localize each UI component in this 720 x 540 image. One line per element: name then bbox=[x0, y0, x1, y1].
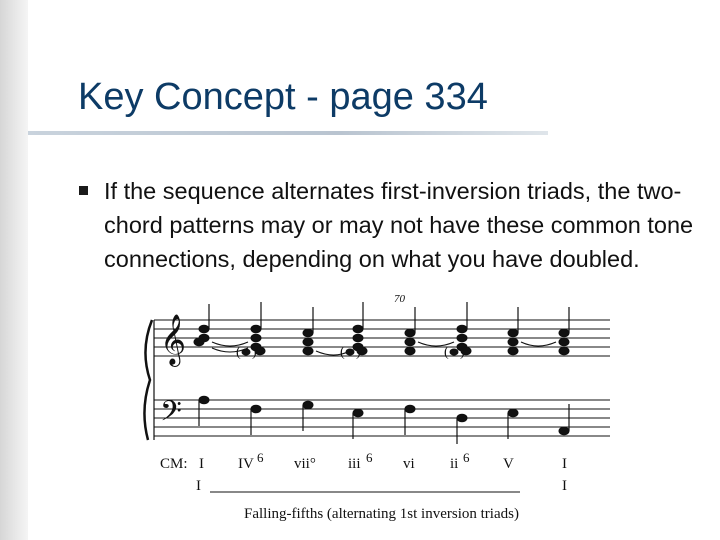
figured-bass: 6 bbox=[366, 450, 373, 465]
svg-text:(: ( bbox=[444, 345, 449, 360]
svg-text:(: ( bbox=[236, 345, 241, 360]
svg-text:(: ( bbox=[340, 345, 345, 360]
roman-numeral: vii° bbox=[294, 456, 316, 472]
bass-note bbox=[199, 396, 209, 426]
roman-numeral: ii bbox=[450, 456, 459, 472]
figured-bass: 6 bbox=[257, 450, 264, 465]
staff-brace bbox=[144, 320, 152, 440]
treble-staff bbox=[154, 320, 610, 356]
title-underline bbox=[28, 131, 548, 135]
treble-clef-icon: 𝄞 bbox=[160, 315, 187, 364]
bullet-text: If the sequence alternates first-inversion triads, the two-chord patterns may or may not have these common tone connections, depending on what you have doubled. bbox=[104, 178, 694, 272]
roman-numeral: iii bbox=[348, 456, 361, 472]
roman-numerals bbox=[199, 450, 567, 472]
bass-clef-icon: 𝄢 bbox=[160, 397, 182, 434]
pedal-numeral-start: I bbox=[196, 478, 201, 494]
bass-notes bbox=[199, 396, 569, 444]
music-score bbox=[138, 290, 622, 527]
roman-numeral: I bbox=[562, 456, 567, 472]
music-example-figure bbox=[138, 290, 622, 527]
roman-numeral: V bbox=[503, 456, 514, 472]
roman-numeral: I bbox=[199, 456, 204, 472]
bass-note bbox=[457, 414, 467, 444]
slide-title: Key Concept - page 334 bbox=[78, 76, 488, 118]
bullet-marker-icon bbox=[79, 186, 88, 195]
roman-numeral: vi bbox=[403, 456, 415, 472]
pedal-numeral-end: I bbox=[562, 478, 567, 494]
figured-bass: 6 bbox=[463, 450, 470, 465]
slide-left-band bbox=[0, 0, 28, 540]
treble-chord bbox=[194, 304, 209, 346]
figure-caption: Falling-fifths (alternating 1st inversion triads) bbox=[244, 506, 519, 522]
svg-text:): ) bbox=[460, 345, 465, 360]
bass-staff bbox=[154, 400, 610, 436]
bass-note bbox=[251, 405, 261, 435]
bass-note bbox=[508, 409, 518, 439]
treble-chord bbox=[303, 307, 313, 355]
svg-text:): ) bbox=[356, 345, 361, 360]
key-label: CM: bbox=[160, 456, 188, 472]
treble-chord bbox=[508, 307, 518, 355]
measure-number: 70 bbox=[394, 293, 405, 305]
bass-note bbox=[405, 405, 415, 435]
treble-chord bbox=[405, 307, 415, 355]
bass-note bbox=[353, 409, 363, 439]
roman-numeral: IV bbox=[238, 456, 254, 472]
svg-text:): ) bbox=[252, 345, 257, 360]
treble-chord bbox=[559, 307, 569, 355]
